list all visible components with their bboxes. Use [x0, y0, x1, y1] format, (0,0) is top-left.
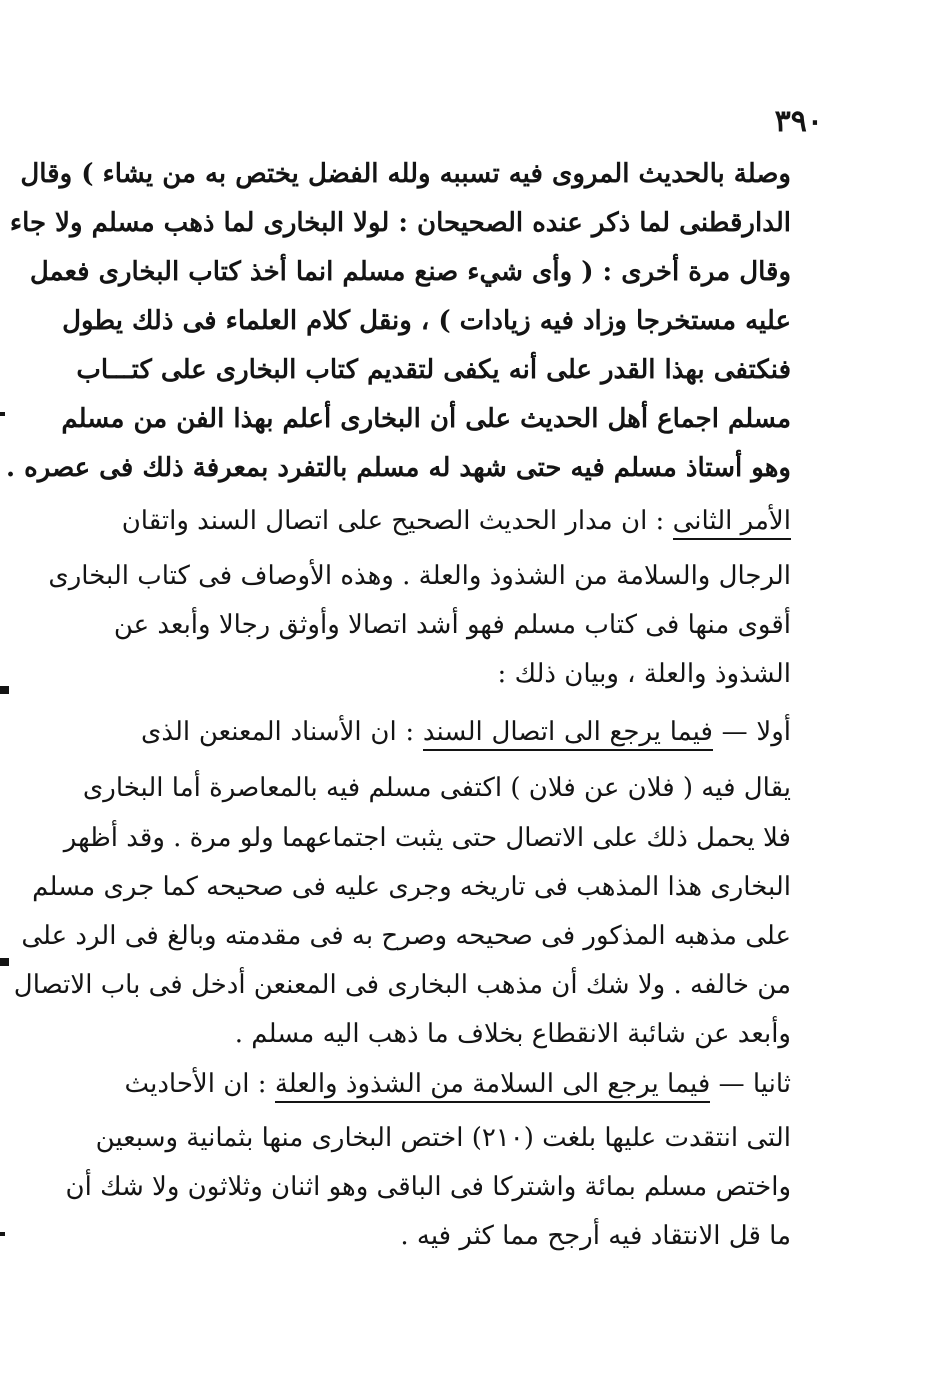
- text-line: وقال مرة أخرى : ( وأى شيء صنع مسلم انما أخذ كتاب البخارى فعمل: [29, 257, 791, 287]
- text-line: فلا يحمل ذلك على الاتصال حتى يثبت اجتماعهما ولو مرة . وقد أظهر: [63, 823, 791, 853]
- text-span: : ان الأسناد المعنعن الذى: [141, 717, 415, 747]
- text-line: البخارى هذا المذهب فى تاريخه وجرى عليه فى صحيحه كما جرى مسلم: [32, 872, 791, 902]
- heading-prefix: أولا —: [721, 717, 791, 747]
- text-line: واختص مسلم بمائة واشتركا فى الباقى وهو اثنان وثلاثون ولا شك أن: [65, 1172, 791, 1202]
- text-line: الشذوذ والعلة ، وبيان ذلك :: [497, 659, 791, 689]
- text-line: التى انتقدت عليها بلغت (٢١٠) اختص البخارى منها بثمانية وسبعين: [95, 1123, 791, 1153]
- text-line: الرجال والسلامة من الشذوذ والعلة . وهذه الأوصاف فى كتاب البخارى: [48, 561, 791, 591]
- text-line: عليه مستخرجا وزاد فيه زيادات ) ، ونقل كلام العلماء فى ذلك يطول: [62, 306, 791, 336]
- section-heading: فيما يرجع الى السلامة من الشذوذ والعلة: [275, 1069, 710, 1103]
- text-span: : ان مدار الحديث الصحيح على اتصال السند واتقان: [121, 506, 665, 536]
- scan-mark: [0, 686, 9, 694]
- text-line: من خالفه . ولا شك أن مذهب البخارى فى المعنعن أدخل فى باب الاتصال: [13, 970, 791, 1000]
- text-span: : ان الأحاديث: [124, 1069, 267, 1099]
- text-line: الدارقطنى لما ذكر عنده الصحيحان : لولا البخارى لما ذهب مسلم ولا جاء: [9, 208, 791, 238]
- paragraph-heading-line: [141, 712, 791, 756]
- text-line: على مذهبه المذكور فى صحيحه وصرح به فى مقدمته وبالغ فى الرد على: [21, 921, 791, 951]
- heading-prefix: ثانيا —: [718, 1069, 791, 1099]
- text-line: وأبعد عن شائبة الانقطاع بخلاف ما ذهب اليه مسلم .: [234, 1019, 791, 1049]
- section-heading: الأمر الثانى: [673, 506, 791, 540]
- scan-mark: [0, 412, 5, 416]
- paragraph-heading-line: [121, 501, 791, 545]
- text-line: أقوى منها فى كتاب مسلم فهو أشد اتصالا وأوثق رجالا وأبعد عن: [113, 610, 791, 640]
- page-number: ٣٩٠: [774, 104, 823, 139]
- text-line: وصلة بالحديث المروى فيه تسببه ولله الفضل يختص به من يشاء ) وقال: [20, 159, 791, 189]
- text-line: وهو أستاذ مسلم فيه حتى شهد له مسلم بالتفرد بمعرفة ذلك فى عصره .: [6, 453, 791, 483]
- scan-mark: [0, 958, 9, 966]
- text-line: يقال فيه ( فلان عن فلان ) اكتفى مسلم فيه بالمعاصرة أما البخارى: [82, 773, 791, 803]
- text-line: ما قل الانتقاد فيه أرجح مما كثر فيه .: [400, 1221, 791, 1251]
- section-heading: فيما يرجع الى اتصال السند: [423, 717, 713, 751]
- paragraph-heading-line: [124, 1064, 791, 1108]
- text-line: مسلم اجماع أهل الحديث على أن البخارى أعلم بهذا الفن من مسلم: [61, 404, 791, 434]
- scan-mark: [0, 1232, 5, 1236]
- text-line: فنكتفى بهذا القدر على أنه يكفى لتقديم كتاب البخارى على كتـــاب: [76, 355, 791, 385]
